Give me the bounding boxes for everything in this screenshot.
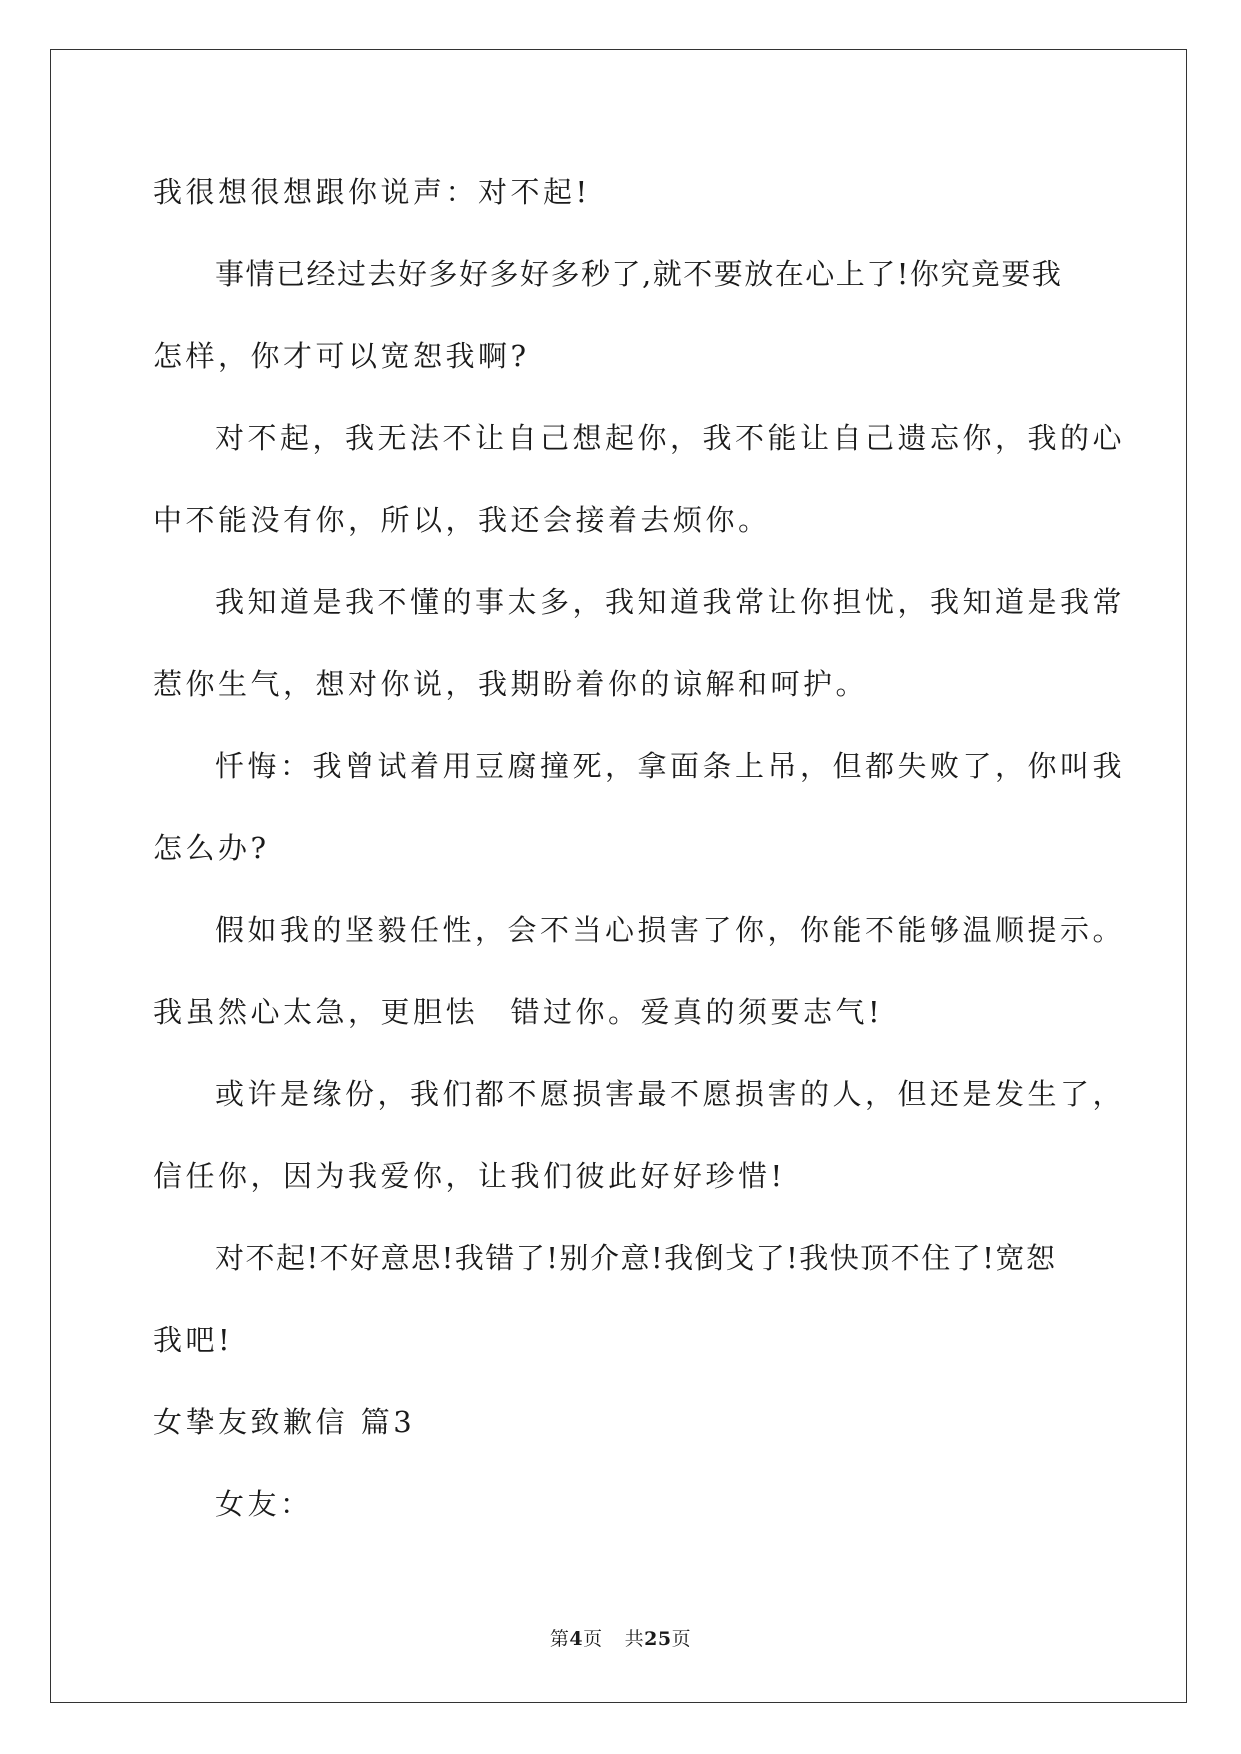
page-suffix: 页 <box>583 1628 603 1650</box>
page-footer <box>0 1626 1241 1652</box>
text-line: 我很想很想跟你说声：对不起! <box>153 175 591 209</box>
paragraph-line: 假如我的坚毅任性，会不当心损害了你，你能不能够温顺提示。 <box>215 913 1126 947</box>
paragraph-line: 事情已经过去好多好多好多秒了,就不要放在心上了!你究竟要我 <box>215 257 1063 291</box>
page-border <box>50 49 1187 1703</box>
text-line: 怎样，你才可以宽恕我啊? <box>153 339 530 373</box>
paragraph-line: 忏悔：我曾试着用豆腐撞死，拿面条上吊，但都失败了，你叫我 <box>215 749 1126 783</box>
paragraph-line: 对不起，我无法不让自己想起你，我不能让自己遗忘你，我的心 <box>215 421 1126 455</box>
paragraph-line: 或许是缘份，我们都不愿损害最不愿损害的人，但还是发生了， <box>215 1077 1126 1111</box>
paragraph-line: 对不起!不好意思!我错了!别介意!我倒戈了!我快顶不住了!宽恕 <box>215 1241 1057 1275</box>
salutation: 女友： <box>215 1487 313 1521</box>
total-prefix: 共 <box>624 1628 645 1650</box>
section-heading: 女挚友致歉信 篇3 <box>153 1405 416 1439</box>
text-line: 中不能没有你，所以，我还会接着去烦你。 <box>153 503 771 537</box>
total-suffix: 页 <box>671 1628 692 1650</box>
total-pages: 25 <box>644 1628 672 1650</box>
text-line: 我虽然心太急，更胆怯 错过你。爱真的须要志气! <box>153 995 884 1029</box>
page-number: 4 <box>569 1628 584 1650</box>
page-prefix: 第 <box>549 1628 570 1650</box>
text-line: 怎么办? <box>153 831 270 865</box>
text-line: 惹你生气，想对你说，我期盼着你的谅解和呵护。 <box>153 667 869 701</box>
text-line: 我吧! <box>153 1323 234 1357</box>
paragraph-line: 我知道是我不懂的事太多，我知道我常让你担忧，我知道是我常 <box>215 585 1126 619</box>
text-line: 信任你，因为我爱你，让我们彼此好好珍惜! <box>153 1159 786 1193</box>
